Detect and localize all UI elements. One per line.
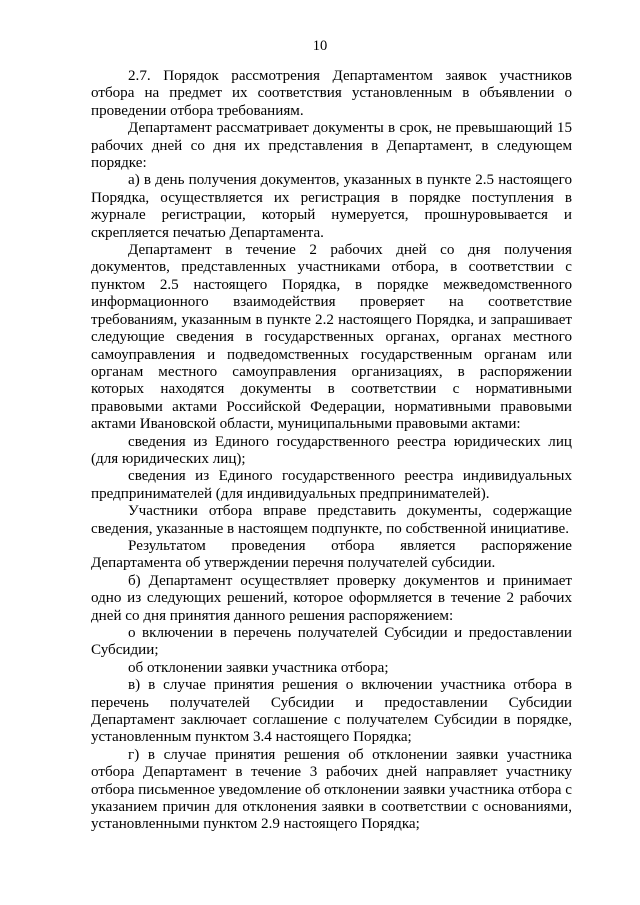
- paragraph-item-a: а) в день получения документов, указанных в пункте 2.5 настоящего Порядка, осуществляется их регистрация в порядке поступления в журнале регистрации, который нумеруется, прошнуровывается и скрепляется печатью Департамента.: [91, 172, 572, 241]
- paragraph-item-b: б) Департамент осуществляет проверку документов и принимает одно из следующих решений, которое оформляется в течение 2 рабочих дней со дня принятия данного решения распоряжением:: [91, 572, 572, 624]
- paragraph-entrepreneurs-registry: сведения из Единого государственного реестра индивидуальных предпринимателей (для индивидуальных предпринимателей).: [91, 468, 572, 502]
- paragraph-own-initiative: Участники отбора вправе представить документы, содержащие сведения, указанные в настоящем подпункте, по собственной инициативе.: [91, 503, 572, 537]
- page-number: 10: [312, 38, 328, 54]
- paragraph-2-7-heading: 2.7. Порядок рассмотрения Департаментом заявок участников отбора на предмет их соответствия установленным в объявлении о проведении отбора требованиям.: [91, 68, 572, 119]
- paragraph-rejection-decision: об отклонении заявки участника отбора;: [128, 659, 389, 676]
- paragraph-legal-entities-registry: сведения из Единого государственного реестра юридических лиц (для юридических лиц);: [91, 433, 572, 467]
- paragraph-selection-result: Результатом проведения отбора является распоряжение Департамента об утверждении перечня получателей субсидии.: [91, 537, 572, 572]
- document-body: [91, 68, 572, 834]
- paragraph-review-deadline: Департамент рассматривает документы в срок, не превышающий 15 рабочих дней со дня их представления в Департамент, в следующем порядке:: [91, 120, 572, 172]
- paragraph-item-v: в) в случае принятия решения о включении участника отбора в перечень получателей Субсидии и предоставлении Субсидии Департамент заключает соглашение с получателем Субсидии в порядке, установленным пунктом 3.4 настоящего Порядка;: [91, 677, 572, 746]
- paragraph-inclusion-decision: о включении в перечень получателей Субсидии и предоставлении Субсидии;: [91, 625, 572, 659]
- paragraph-interagency-check: Департамент в течение 2 рабочих дней со дня получения документов, представленных участниками отбора, в соответствии с пунктом 2.5 настоящего Порядка, в порядке межведомственного информационного взаимодействия проверяет на соответствие требованиям, указанным в пункте 2.2 настоящего Порядка, и запрашивает следующие сведения в государственных органах, органах местного самоуправления и подведомственных государственным органам или органам местного самоуправления организациях, в распоряжении которых находятся документы в соответствии с нормативными правовыми актами Российской Федерации, нормативными правовыми актами Ивановской области, муниципальными правовыми актами:: [91, 242, 572, 433]
- paragraph-item-g: г) в случае принятия решения об отклонении заявки участника отбора Департамент в течение 3 рабочих дней направляет участнику отбора письменное уведомление об отклонении заявки участника отбора с указанием причин для отклонения заявки в соответствии с основаниями, установленными пунктом 2.9 настоящего Порядка;: [91, 746, 572, 833]
